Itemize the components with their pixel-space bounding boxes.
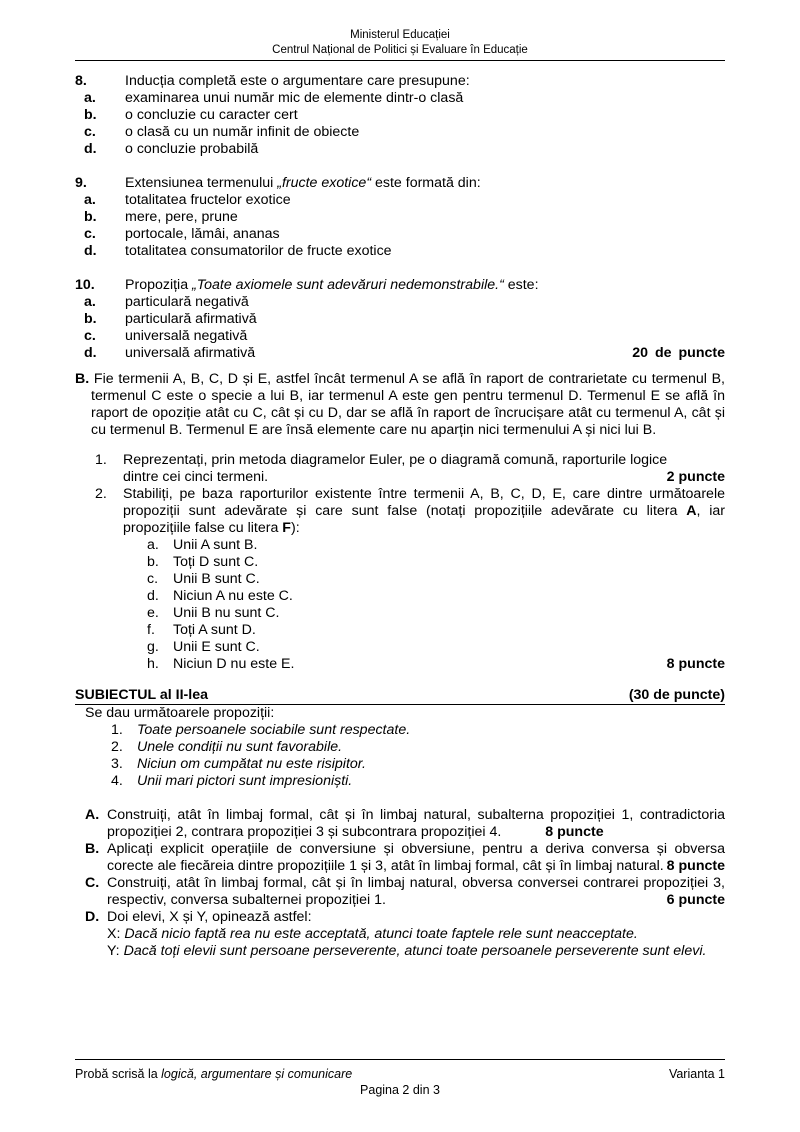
question-9	[75, 175, 725, 260]
option-letter: d.	[84, 345, 97, 361]
score: 6 puncte	[666, 892, 725, 908]
question-text: Inducția completă este o argumentare care presupune:	[125, 73, 470, 89]
statement-letter: h.	[147, 656, 159, 672]
statement-list	[147, 537, 725, 673]
opinion-text: Dacă nicio faptă rea nu este acceptată, atunci toate faptele rele sunt neacceptate.	[124, 926, 638, 942]
true-letter: A	[686, 503, 697, 519]
proposition-number: 1.	[111, 722, 123, 738]
question-number: 8.	[75, 73, 87, 89]
task-text: Aplicați explicit operațiile de conversiune și obversiune, pentru a deriva conversa și obversa corecte ale fiecăreia dintre propozițiile 1 și 3, atât în limbaj formal, cât și în limbaj natural.	[107, 841, 725, 874]
subject-2-task-d	[75, 909, 725, 960]
option-text: particulară afirmativă	[125, 311, 257, 327]
statement-text: Niciun D nu este E.	[173, 656, 295, 672]
option-text: o concluzie probabilă	[125, 141, 259, 157]
footer-text: Probă scrisă la	[75, 1067, 162, 1081]
option-text: universală negativă	[125, 328, 248, 344]
task-letter: B.	[85, 841, 100, 857]
question-number: 10.	[75, 277, 95, 293]
option-letter: c.	[84, 124, 96, 140]
page-number: Pagina 2 din 3	[360, 1083, 440, 1097]
subject-2-intro: Se dau următoarele propoziții:	[85, 705, 275, 721]
task-text: Construiți, atât în limbaj formal, cât și în limbaj natural, obversa conversei contrarei propoziției 3, respectiv, conversa subalternei propoziției 1.	[107, 875, 725, 908]
opinion-y	[107, 943, 725, 960]
task-letter: A.	[85, 807, 100, 823]
statement-letter: e.	[147, 605, 159, 621]
section-b-task-2	[75, 486, 725, 537]
task-letter: D.	[85, 909, 100, 925]
section-b-intro	[75, 371, 725, 439]
proposition-text: Niciun om cumpătat nu este risipitor.	[137, 756, 366, 772]
option-letter: c.	[84, 328, 96, 344]
task-text: dintre cei cinci termeni.	[123, 469, 269, 485]
center-name: Centrul Național de Politici și Evaluare în Educație	[272, 44, 528, 56]
false-letter: F	[282, 520, 291, 536]
footer-subject: logică, argumentare și comunicare	[161, 1067, 353, 1081]
opinion-label: X:	[107, 926, 125, 942]
option-text: totalitatea consumatorilor de fructe exotice	[125, 243, 392, 259]
proposition-number: 3.	[111, 756, 123, 772]
page-content	[75, 73, 725, 960]
question-proposition: „Toate axiomele sunt adevăruri nedemonstrabile.“	[192, 277, 504, 293]
proposition-text: Unii mari pictori sunt impresioniști.	[137, 773, 353, 789]
subject-2-task-c	[75, 875, 725, 909]
section-b-label: B.	[75, 371, 90, 387]
subject-points: (30 de puncte)	[628, 687, 725, 703]
statement-letter: b.	[147, 554, 159, 570]
option-letter: b.	[84, 209, 97, 225]
subject-2-task-a	[75, 807, 725, 841]
question-text-part: Propoziția	[125, 277, 193, 293]
opinion-text: Dacă toți elevii sunt persoane perseverente, atunci toate persoanele perseverente sunt elevi.	[123, 943, 707, 959]
section-b-text: Fie termenii A, B, C, D și E, astfel încât termenul A se află în raport de contrarietate cu termenul B, termenul C este o specie a lui B, iar termenul A este gen pentru termenul D. Termenul E se află în raport de opoziție atât cu C, cât și cu D, dar se află în raport de încrucișare atât cu termenul A, cât și cu termenul B. Termenul E are însă elemente care nu aparțin nici termenului A și nici lui B.	[91, 371, 726, 438]
statement-letter: d.	[147, 588, 159, 604]
task-text-part: , iar propozițiile false cu litera	[123, 503, 725, 536]
task-number: 1.	[95, 452, 107, 468]
statement-text: Unii A sunt B.	[173, 537, 258, 553]
page-header	[75, 28, 725, 58]
task-text	[123, 486, 725, 537]
proposition-text: Toate persoanele sociabile sunt respectate.	[137, 722, 411, 738]
task-text: Construiți, atât în limbaj formal, cât și în limbaj natural, subalterna propoziției 1, contradictoria propoziției 2, contrara propoziției 3 și subcontrara propoziției 4.	[107, 807, 725, 840]
footer-variant: Varianta 1	[668, 1067, 725, 1081]
score: 2 puncte	[666, 469, 725, 485]
option-letter: b.	[84, 311, 97, 327]
header-divider	[75, 60, 725, 61]
page-footer	[75, 1066, 725, 1098]
option-letter: a.	[84, 294, 96, 310]
proposition-text: Unele condiții nu sunt favorabile.	[137, 739, 343, 755]
task-text-part: ):	[290, 520, 300, 536]
option-letter: c.	[84, 226, 96, 242]
statement-text: Unii B nu sunt C.	[173, 605, 280, 621]
proposition-number: 2.	[111, 739, 123, 755]
statement-text: Toți A sunt D.	[173, 622, 256, 638]
option-text: portocale, lămâi, ananas	[125, 226, 280, 242]
statement-text: Unii B sunt C.	[173, 571, 260, 587]
option-letter: d.	[84, 141, 97, 157]
statement-text: Niciun A nu este C.	[173, 588, 293, 604]
section-b	[75, 371, 725, 673]
proposition-list	[111, 722, 725, 790]
option-text: o clasă cu un număr infinit de obiecte	[125, 124, 360, 140]
option-text: examinarea unui număr mic de elemente dintr-o clasă	[125, 90, 464, 106]
option-letter: b.	[84, 107, 97, 123]
option-text: particulară negativă	[125, 294, 249, 310]
question-text-part: este:	[503, 277, 539, 293]
option-text: o concluzie cu caracter cert	[125, 107, 298, 123]
opinion-x	[107, 926, 725, 943]
subject-title: SUBIECTUL al II-lea	[75, 687, 208, 703]
footer-divider	[75, 1059, 725, 1060]
score: 20 de puncte	[632, 345, 725, 361]
section-b-task-1	[75, 452, 725, 486]
proposition-number: 4.	[111, 773, 123, 789]
task-letter: C.	[85, 875, 100, 891]
task-text: Reprezentați, prin metoda diagramelor Euler, pe o diagramă comună, raporturile logice	[123, 452, 668, 468]
question-text	[125, 175, 725, 192]
option-letter: d.	[84, 243, 97, 259]
footer-exam-name	[75, 1066, 352, 1082]
question-number: 9.	[75, 175, 87, 191]
question-text	[125, 277, 725, 294]
option-text: mere, pere, prune	[125, 209, 238, 225]
question-8	[75, 73, 725, 158]
option-text: totalitatea fructelor exotice	[125, 192, 291, 208]
question-10	[75, 277, 725, 362]
option-letter: a.	[84, 192, 96, 208]
task-text: Doi elevi, X și Y, opinează astfel:	[107, 909, 312, 925]
task-number: 2.	[95, 486, 107, 502]
subject-2-title	[75, 687, 725, 705]
opinion-label: Y:	[107, 943, 124, 959]
option-text: universală afirmativă	[125, 345, 256, 361]
statement-letter: a.	[147, 537, 159, 553]
statement-letter: g.	[147, 639, 159, 655]
task-text-part: Stabiliți, pe baza raporturilor existente între termenii A, B, C, D, E, care dintre următoarele propoziții sunt adevărate și care sunt false (notați propozițiile adevărate cu litera	[123, 486, 725, 519]
ministry-name: Ministerul Educației	[350, 29, 450, 41]
option-letter: a.	[84, 90, 96, 106]
question-text-part: este formată din:	[371, 175, 481, 191]
statement-text: Toți D sunt C.	[173, 554, 259, 570]
statement-letter: f.	[147, 622, 155, 638]
score: 8 puncte	[666, 656, 725, 672]
subject-2-task-b	[75, 841, 725, 875]
score: 8 puncte	[666, 858, 725, 874]
question-term: „fructe exotice“	[277, 175, 372, 191]
question-text-part: Extensiunea termenului	[125, 175, 278, 191]
statement-letter: c.	[147, 571, 159, 587]
score: 8 puncte	[545, 824, 604, 840]
statement-text: Unii E sunt C.	[173, 639, 260, 655]
